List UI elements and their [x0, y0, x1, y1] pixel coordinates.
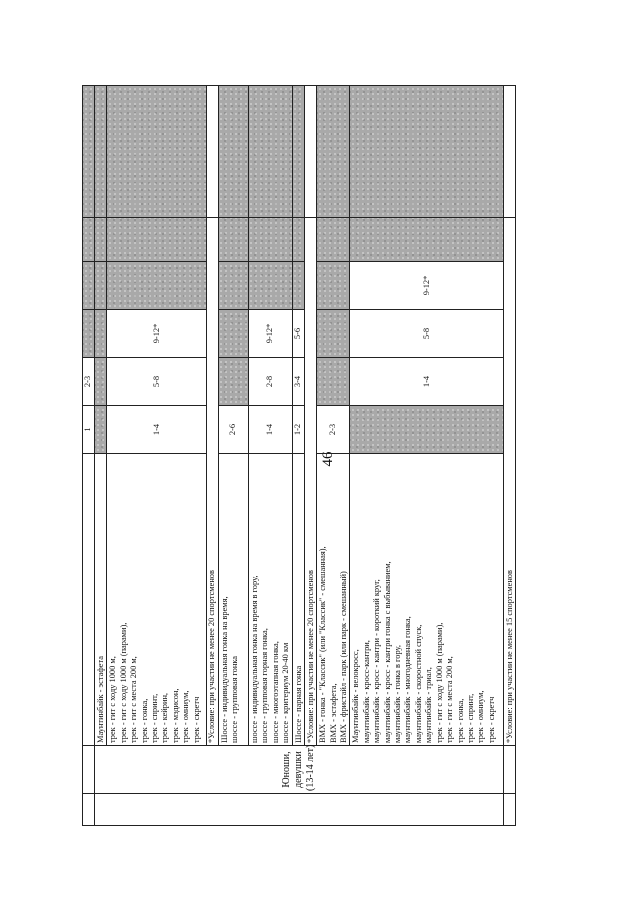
event-group-row [107, 86, 207, 826]
event-group-row [218, 86, 248, 826]
place-cell [218, 218, 248, 262]
right-margin-cell [83, 86, 95, 218]
place-cell [95, 358, 107, 406]
event-list [248, 454, 292, 746]
place-cell: 9-12* [248, 310, 292, 358]
event-item: трек - кейрин, [160, 692, 170, 743]
place-cell [218, 358, 248, 406]
place-cell [292, 262, 304, 310]
event-item: шоссе - групповая гонка [230, 656, 240, 743]
place-cell [292, 218, 304, 262]
event-item: маунтинбайк - гонка в гору, [393, 645, 403, 743]
event-item: маунтинбайк - кросс-кантри, [361, 640, 371, 743]
blank-col-a [504, 794, 516, 826]
event-item: ВМХ - эстафета, [328, 683, 338, 743]
place-cell: 9-12* [107, 310, 207, 358]
place-header-0: 1 [83, 406, 95, 454]
event-list [350, 454, 504, 746]
place-cell [95, 262, 107, 310]
event-item: трек - спринт, [150, 693, 160, 743]
age-group-line1: Юноши, [281, 751, 293, 788]
place-cell [107, 218, 207, 262]
event-item: трек - гит с места 200 м, [445, 656, 455, 743]
event-item: трек - омниум, [476, 690, 486, 743]
rotated-table-container [82, 86, 554, 826]
place-cell [95, 218, 107, 262]
event-item: трек - скретч [486, 696, 496, 743]
event-item: шоссе - критериум 20-40 км [281, 642, 291, 743]
event-list [95, 454, 107, 746]
event-item: трек - гит с места 200 м, [129, 656, 139, 743]
note-row [305, 86, 317, 826]
right-margin-cell [218, 86, 248, 218]
event-list [317, 454, 350, 746]
event-item: Шоссе - индивидуальная гонка на время, [219, 596, 229, 743]
place-cell: 9-12* [350, 262, 504, 310]
blank-col-a [83, 794, 95, 826]
header-row [83, 86, 95, 826]
event-group-row [248, 86, 292, 826]
place-cell: 2-3 [317, 406, 350, 454]
right-margin-cell [317, 86, 350, 218]
place-cell [95, 310, 107, 358]
place-header-1: 2-3 [83, 358, 95, 406]
event-list [107, 454, 207, 746]
event-item: трек - мэдисон, [170, 688, 180, 743]
event-item: маунтинбайк - скоростной спуск, [413, 624, 423, 743]
right-margin-cell [107, 86, 207, 218]
place-cell [218, 262, 248, 310]
event-item: маунтинбайк - кросс - кантри - короткий круг, [372, 579, 382, 743]
event-item: шоссе - индивидуальная гонка на время в гору, [249, 575, 259, 743]
event-group-row [317, 86, 350, 826]
place-cell [317, 218, 350, 262]
blank-col-a [95, 794, 504, 826]
place-header-4 [83, 218, 95, 262]
event-item: шоссе - групповая горная гонка, [260, 628, 270, 743]
event-item: трек - скретч [191, 696, 201, 743]
place-cell: 1-2 [292, 406, 304, 454]
event-item: трек - гонка, [139, 698, 149, 743]
note-filler [207, 86, 218, 218]
place-cell [95, 406, 107, 454]
place-cell: 1-4 [107, 406, 207, 454]
age-group-cell [95, 746, 504, 794]
event-item: маунтинбайк - многодневная гонка, [403, 616, 413, 743]
place-cell: 5-8 [107, 358, 207, 406]
event-item: шоссе - многоэтапная гонка, [270, 641, 280, 743]
condition-note: *Условие: при участии не менее 15 спортсменов [504, 218, 516, 746]
condition-note: *Условие: при участии не менее 20 спортсменов [207, 218, 218, 746]
note-filler [305, 86, 317, 218]
classification-table [82, 85, 516, 826]
place-cell [350, 218, 504, 262]
event-item: трек - гит с ходу 1000 м (парами), [434, 622, 444, 743]
event-item: маунтинбайк - триал, [424, 667, 434, 743]
place-cell [107, 262, 207, 310]
right-margin-cell [350, 86, 504, 218]
event-item: трек - гонка, [455, 698, 465, 743]
event-item: Маунтинбайк - велокросс, [351, 649, 361, 743]
event-item: ВМХ - фристайл - парк (или парк - смешанный) [339, 571, 349, 743]
event-item: трек - гит с ходу 1000 м (парами), [118, 622, 128, 743]
age-group-line3: (13-14 лет) [305, 744, 317, 791]
right-margin-cell [292, 86, 304, 218]
place-cell [218, 310, 248, 358]
page-number: 46 [320, 451, 336, 467]
age-group-line2: девушки [293, 751, 305, 788]
place-cell [350, 406, 504, 454]
place-cell [317, 262, 350, 310]
event-item: Маунтинбайк - эстафета [96, 656, 105, 743]
condition-note: *Условие: при участии не менее 20 спортсменов [305, 218, 317, 746]
event-item: трек - спринт, [465, 693, 475, 743]
event-item: трек - омниум, [181, 690, 191, 743]
place-cell [248, 262, 292, 310]
event-item: ВМХ - гонка - "Классик" (или "Классик" - смешанная), [318, 546, 328, 743]
place-header-3 [83, 262, 95, 310]
event-group-row [350, 86, 504, 826]
event-list [218, 454, 248, 746]
note-filler [504, 86, 516, 218]
age-group-header [83, 746, 95, 794]
place-cell: 2-6 [218, 406, 248, 454]
event-group-row [292, 86, 304, 826]
place-cell: 5-6 [292, 310, 304, 358]
event-list [292, 454, 304, 746]
place-cell [317, 310, 350, 358]
place-cell: 1-4 [248, 406, 292, 454]
event-item: маунтинбайк - кросс - кантри гонка с выбыванием, [382, 561, 392, 743]
place-cell: 1-4 [350, 358, 504, 406]
right-margin-cell [248, 86, 292, 218]
place-cell [248, 218, 292, 262]
event-group-row [95, 86, 107, 826]
note-row [504, 86, 516, 826]
place-cell: 3-4 [292, 358, 304, 406]
place-header-2 [83, 310, 95, 358]
place-cell: 5-8 [350, 310, 504, 358]
right-margin-cell [95, 86, 107, 218]
event-header [83, 454, 95, 746]
event-item: трек - гит с ходу 1000 м, [108, 656, 118, 743]
place-cell: 2-8 [248, 358, 292, 406]
note-row [207, 86, 218, 826]
age-group-tail [504, 746, 516, 794]
place-cell [317, 358, 350, 406]
event-item: Шоссе - парная гонка [293, 665, 303, 743]
